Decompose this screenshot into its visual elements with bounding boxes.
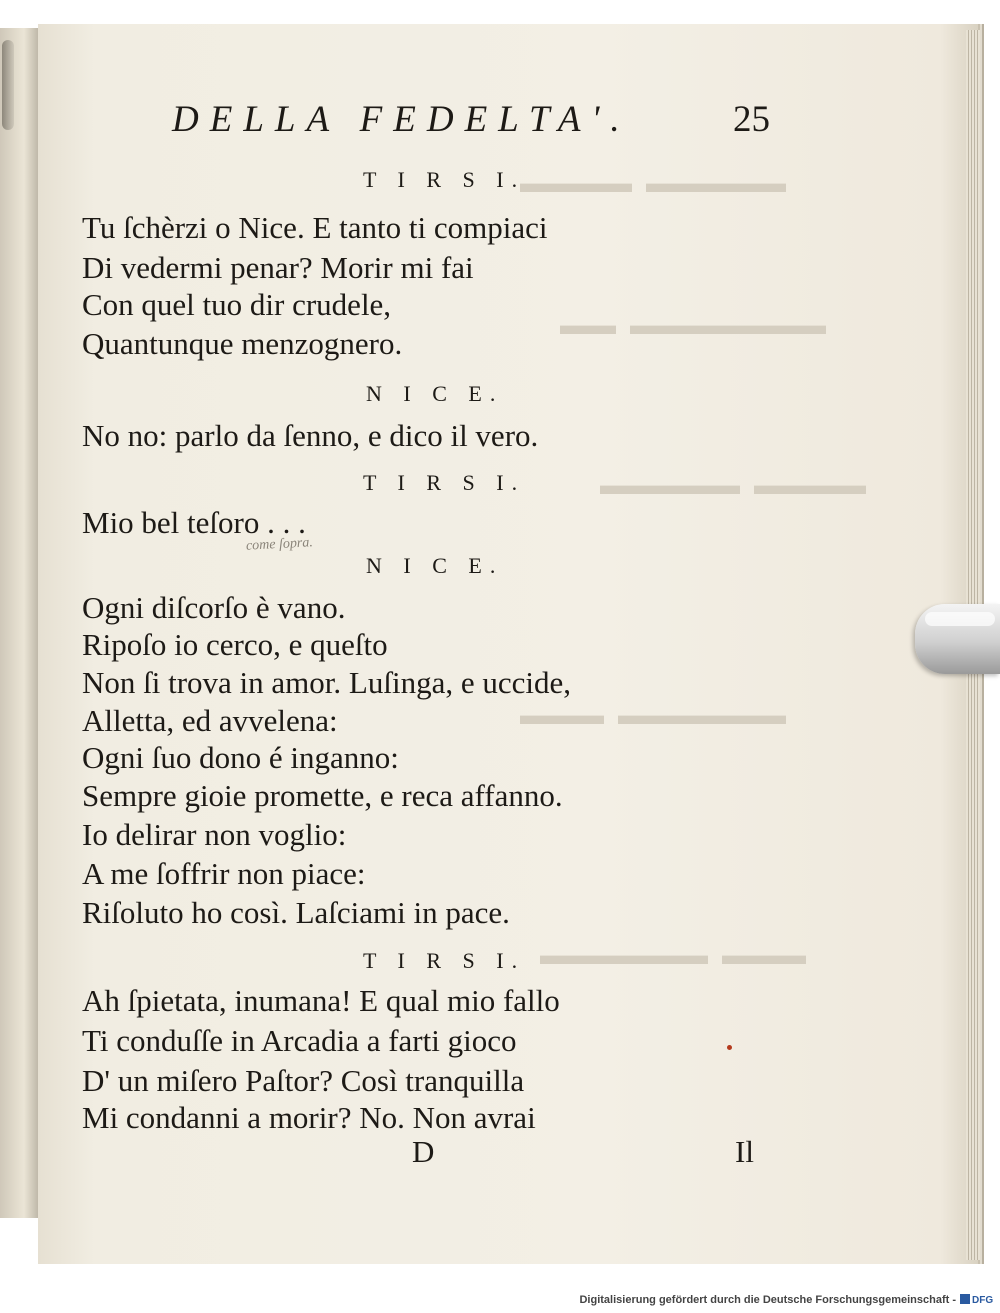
verse-line: No no: parlo da ſenno, e dico il vero. [82, 418, 539, 453]
verse-line: Tu ſchèrzi o Nice. E tanto ti compiaci [82, 210, 548, 245]
verse-line: Non ſi trova in amor. Luſinga, e uccide, [82, 665, 571, 700]
catchword: Il [735, 1134, 754, 1169]
verse-line: Ogni diſcorſo è vano. [82, 590, 346, 625]
verse-line: Quantunque menzognero. [82, 326, 403, 361]
verse-line: Di vedermi penar? Morir mi fai [82, 250, 474, 285]
verse-line: Ogni ſuo dono é inganno: [82, 740, 399, 775]
verse-line: Riſoluto ho così. Laſciami in pace. [82, 895, 510, 930]
facing-page-edge [0, 28, 42, 1218]
dfg-logo-text: DFG [972, 1295, 994, 1306]
verse-line: A me ſoffrir non piace: [82, 856, 366, 891]
verse-line: Alletta, ed avvelena: [82, 703, 338, 738]
dfg-logo [960, 1293, 994, 1308]
verse-line: Mi condanni a morir? No. Non avrai [82, 1100, 536, 1135]
speaker-name: T I R S I. [363, 167, 526, 192]
speaker-name: N I C E. [366, 553, 504, 578]
show-through-text: ▬▬▬ ▬▬▬▬▬▬ [540, 940, 806, 971]
show-through-text: ▬▬▬▬▬▬▬ ▬▬ [560, 310, 826, 341]
verse-line: Ti conduſſe in Arcadia a farti gioco [82, 1023, 517, 1058]
show-through-text: ▬▬▬▬▬▬ ▬▬▬ [520, 700, 786, 731]
verse-line: Mio bel teſoro . . . [82, 505, 306, 540]
verse-line: D' un miſero Paſtor? Così tranquilla [82, 1063, 525, 1098]
facing-page-binding [2, 40, 14, 130]
marginal-note: come ſopra. [245, 535, 314, 554]
digitization-credit: Digitalisierung gefördert durch die Deutsche Forschungsgemeinschaft - [579, 1294, 956, 1306]
speaker-name: T I R S I. [363, 470, 526, 495]
ink-spot [727, 1045, 732, 1050]
verse-line: Ripoſo io cerco, e queſto [82, 627, 388, 662]
page-clip-highlight [925, 612, 995, 626]
verse-line: Io delirar non voglio: [82, 817, 347, 852]
running-head: DELLA FEDELTA'. [172, 99, 631, 140]
show-through-text: ▬▬▬▬▬ ▬▬▬▬ [520, 168, 786, 199]
verse-line: Sempre gioie promette, e reca affanno. [82, 778, 563, 813]
speaker-name: T I R S I. [363, 948, 526, 973]
show-through-text: ▬▬▬▬ ▬▬▬▬▬ [600, 470, 866, 501]
verse-line: Con quel tuo dir crudele, [82, 287, 392, 322]
signature-mark: D [412, 1134, 435, 1169]
speaker-name: N I C E. [366, 381, 504, 406]
dfg-logo-icon [960, 1294, 970, 1304]
page-number: 25 [733, 99, 770, 140]
verse-line: Ah ſpietata, inumana! E qual mio fallo [82, 983, 560, 1018]
